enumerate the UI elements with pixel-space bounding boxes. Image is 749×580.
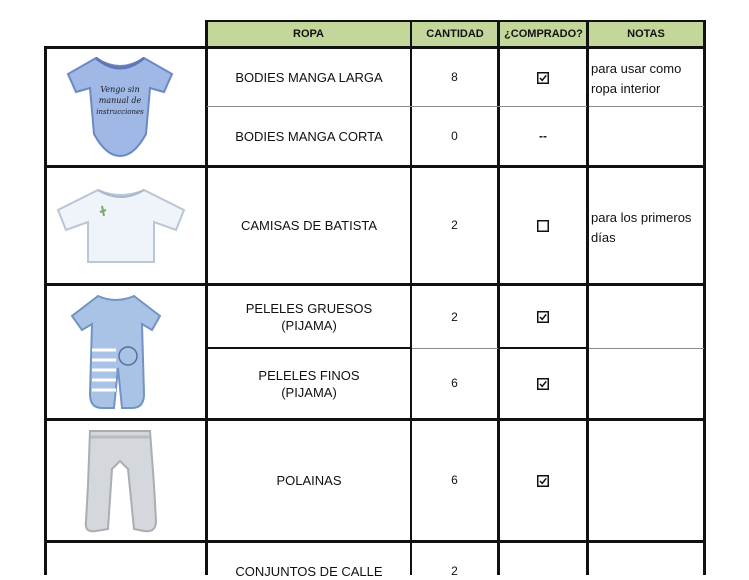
header-comprado: ¿COMPRADO?: [500, 22, 587, 46]
table-row-comprado[interactable]: [500, 168, 586, 283]
baby-shirt-image: [52, 180, 190, 270]
table-row-notas: para usar como ropa interior: [591, 61, 682, 96]
table-row-notas: [589, 107, 703, 165]
table-row-ropa: PELELES GRUESOS (PIJAMA): [245, 300, 373, 333]
header-ropa: ROPA: [207, 22, 410, 46]
table-row-cantidad: 8: [451, 70, 458, 84]
table-row-comprado[interactable]: [500, 349, 586, 418]
header-notas: NOTAS: [589, 22, 703, 46]
checkbox-checked-icon[interactable]: [537, 378, 549, 390]
table-row-comprado[interactable]: [500, 421, 586, 540]
bodysuit-print-line3: instrucciones: [96, 108, 144, 116]
table-row-ropa: BODIES MANGA CORTA: [235, 128, 383, 144]
baby-leggings-image: [70, 425, 170, 537]
table-row-cantidad: 2: [451, 563, 458, 578]
bodysuit-print-line1: Vengo sin: [100, 85, 140, 94]
checkbox-checked-icon[interactable]: [537, 72, 549, 84]
table-row-cantidad: 6: [451, 473, 458, 487]
table-row-ropa: BODIES MANGA LARGA: [235, 70, 383, 85]
baby-bodysuit-image: [60, 52, 180, 162]
table-row-notas: [589, 286, 703, 348]
bodysuit-print-line2: manual de: [98, 96, 142, 105]
table-row-cantidad: 2: [451, 218, 458, 232]
table-row-ropa: CONJUNTOS DE CALLE: [235, 563, 383, 579]
table-row-ropa: POLAINAS: [276, 473, 342, 488]
table-row-ropa: CAMISAS DE BATISTA: [240, 218, 378, 233]
baby-pajama-image: [62, 290, 170, 415]
table-row-notas: [589, 545, 703, 575]
table-row-notas: [589, 421, 703, 540]
checkbox-checked-icon[interactable]: [537, 475, 549, 487]
table-row-cantidad: 2: [451, 309, 458, 324]
table-row-comprado[interactable]: [500, 49, 586, 106]
table-row-ropa: PELELES FINOS (PIJAMA): [258, 367, 360, 400]
table-row-notas: [589, 349, 703, 418]
header-cantidad: CANTIDAD: [412, 22, 498, 46]
checkbox-unchecked-icon[interactable]: [537, 220, 549, 232]
table-row-cantidad: 0: [451, 128, 458, 143]
table-row-comprado: --: [539, 128, 547, 143]
table-row-notas: para los primeros días: [591, 210, 692, 245]
checkbox-checked-icon[interactable]: [537, 311, 549, 323]
table-row-cantidad: 6: [451, 376, 458, 390]
table-row-comprado[interactable]: [500, 286, 586, 347]
